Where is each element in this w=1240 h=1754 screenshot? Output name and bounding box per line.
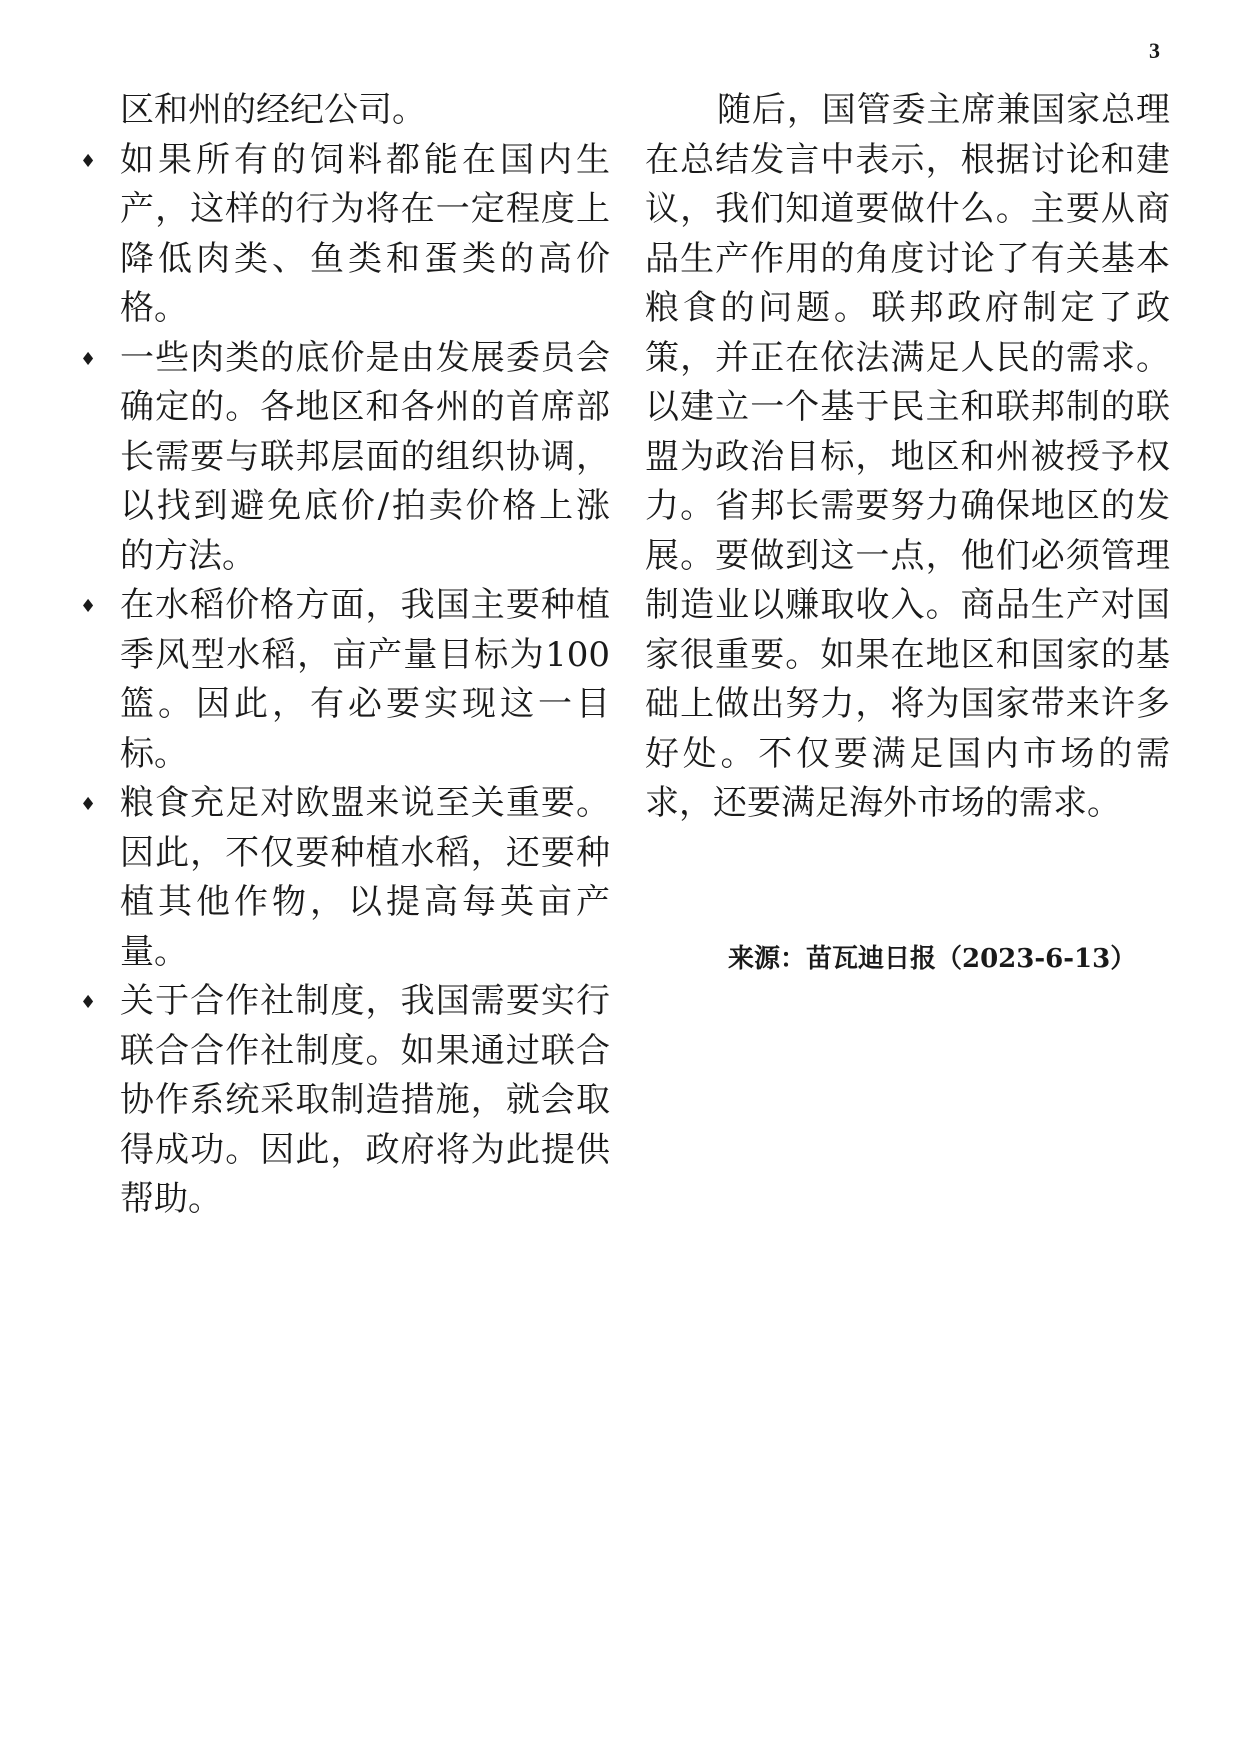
bullet-item-3: [80, 581, 610, 779]
paragraph-line: 随后，国管委主席兼国家总理: [717, 90, 1170, 130]
paragraph-line: 好处。不仅要满足国内市场的需: [645, 733, 1170, 774]
diamond-bullet-icon: ♦: [80, 348, 97, 370]
paragraph-line: 制造业以赚取收入。商品生产对国: [645, 585, 1170, 625]
left-column: [80, 86, 610, 1225]
bullet-line: 标。: [120, 733, 188, 774]
diamond-bullet-icon: ♦: [80, 150, 97, 172]
bullet-line: 降低肉类、鱼类和蛋类的高价: [120, 238, 610, 279]
continuation-line: 区和州的经纪公司。: [120, 90, 426, 130]
paragraph-line: 展。要做到这一点，他们必须管理: [645, 535, 1170, 576]
paragraph-line: 粮食的问题。联邦政府制定了政: [645, 288, 1170, 328]
bullet-line: 确定的。各地区和各州的首席部: [120, 387, 610, 427]
paragraph-line: 以建立一个基于民主和联邦制的联: [645, 387, 1170, 427]
bullet-line: 得成功。因此，政府将为此提供: [120, 1129, 610, 1170]
bullet-line: 植其他作物，以提高每英亩产: [120, 882, 610, 922]
paragraph-line: 议，我们知道要做什么。主要从商: [645, 189, 1170, 229]
bullet-item-5: [80, 977, 610, 1225]
paragraph-line: 在总结发言中表示，根据讨论和建: [645, 139, 1170, 180]
source-citation: 来源：苗瓦迪日报（2023-6-13）: [728, 944, 1137, 974]
page-number: 3: [1149, 38, 1160, 63]
paragraph-line: 盟为政治目标，地区和州被授予权: [645, 436, 1170, 477]
diamond-bullet-icon: ♦: [80, 992, 97, 1013]
bullet-line: 一些肉类的底价是由发展委员会: [120, 337, 610, 378]
bullet-line: 协作系统采取制造措施，就会取: [120, 1080, 610, 1120]
bullet-line: 产，这样的行为将在一定程度上: [120, 189, 610, 229]
paragraph-line: 础上做出努力，将为国家带来许多: [645, 684, 1170, 724]
paragraph-line: 家很重要。如果在地区和国家的基: [645, 634, 1170, 675]
bullet-line: 帮助。: [120, 1179, 222, 1219]
bullet-line: 因此，不仅要种植水稻，还要种: [120, 832, 610, 873]
bullet-line: 季风型水稻，亩产量目标为100: [120, 634, 610, 675]
paragraph-line: 求，还要满足海外市场的需求。: [645, 783, 1121, 823]
diamond-bullet-icon: ♦: [80, 794, 97, 815]
bullet-line: 关于合作社制度，我国需要实行: [120, 981, 610, 1021]
bullet-line: 联合合作社制度。如果通过联合: [120, 1030, 610, 1071]
diamond-bullet-icon: ♦: [80, 596, 97, 617]
bullet-line: 粮食充足对欧盟来说至关重要。: [120, 783, 610, 823]
bullet-line: 量。: [120, 931, 188, 972]
paragraph-line: 品生产作用的角度讨论了有关基本: [645, 238, 1170, 279]
bullet-item-2: [80, 334, 610, 582]
bullet-line: 在水稻价格方面，我国主要种植: [120, 585, 610, 625]
paragraph-line: 力。省邦长需要努力确保地区的发: [645, 486, 1170, 526]
bullet-line: 以找到避免底价/拍卖价格上涨: [120, 486, 610, 526]
bullet-line: 格。: [120, 288, 188, 328]
paragraph-line: 策，并正在依法满足人民的需求。: [645, 337, 1170, 378]
bullet-line: 的方法。: [120, 535, 256, 576]
bullet-line: 长需要与联邦层面的组织协调，: [120, 436, 610, 477]
bullet-item-4: [80, 779, 610, 977]
bullet-item-1: [80, 136, 610, 334]
bullet-line: 篮。因此，有必要实现这一目: [120, 684, 610, 724]
right-column: [645, 86, 1170, 829]
bullet-line: 如果所有的饲料都能在国内生: [120, 139, 610, 180]
